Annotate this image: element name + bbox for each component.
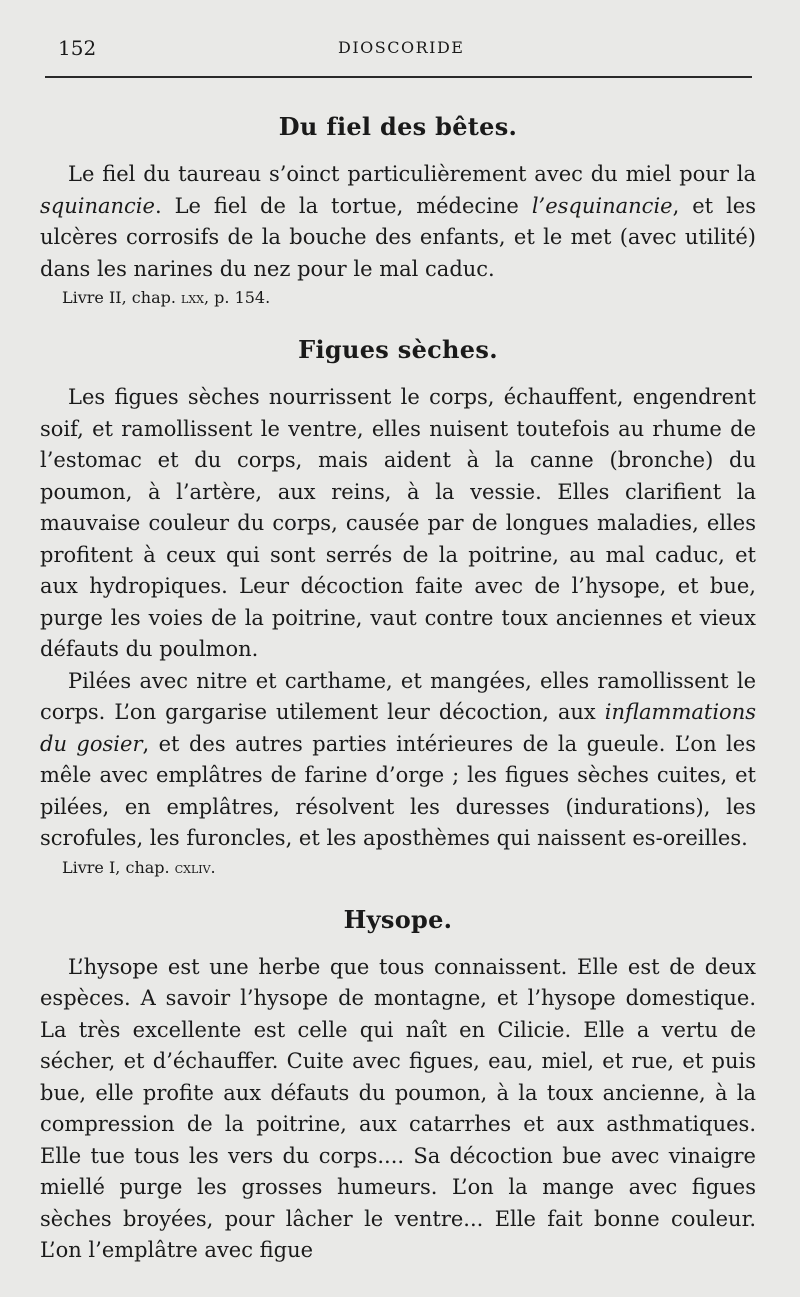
- italic-term: squinancie: [40, 193, 155, 218]
- text-run: Les figues sèches nourrissent le corps, échauffent, engendrent soif, et ramollissent le ventre, elles nuisent toutefois au rhume de l’estomac et du corps, mais aident à la canne (bronche) du poumon, à l’artère, aux reins, à la vessie. Elles clarifient la mauvaise couleur du corps, causée par de longues maladies, elles profitent à ceux qui sont serrés de la poitrine, au mal caduc, et aux hydropiques. Leur décoction faite avec de l’hysope, et bue, purge les voies de la poitrine, vaut contre toux anciennes et vieux défauts du poulmon.: [40, 385, 756, 661]
- paragraph: [40, 382, 756, 666]
- text-run: , et les ulcères corrosifs de la bouche des enfants, et le met (avec utilité) dans les narines du nez pour le mal caduc.: [40, 193, 756, 281]
- section-title: Hysope.: [343, 904, 453, 934]
- source-reference: [62, 858, 756, 877]
- source-reference: [62, 288, 756, 307]
- reference-chapter: lxx: [181, 288, 204, 307]
- section-title: Du fiel des bêtes.: [278, 112, 518, 141]
- text-run: L’hysope est une herbe que tous connaissent. Elle est de deux espèces. A savoir l’hysope de montagne, et l’hysope domestique. La très excellente est celle qui naît en Cilicie. Elle a vertu de sécher, et d’échauffer. Cuite avec figues, eau, miel, et rue, et puis bue, elle profite aux défauts du poumon, à la toux ancienne, à la compression de la poitrine, aux catarrhes et aux asthmatiques. Elle tue tous les vers du corps.... Sa décoction bue avec vinaigre miellé purge les grosses humeurs. L’on la mange avec figues sèches broyées, pour lâcher le ventre... Elle fait bonne couleur. L’on l’emplâtre avec figue: [40, 954, 756, 1262]
- page-body: [40, 112, 756, 1277]
- reference-suffix: .: [210, 857, 216, 877]
- page-number: 152: [58, 36, 97, 60]
- paragraph: [40, 159, 756, 285]
- text-run: . Le fiel de la tortue, médecine: [154, 193, 532, 218]
- reference-suffix: , p. 154.: [203, 288, 271, 307]
- reference-prefix: Livre I, chap.: [62, 857, 175, 877]
- section-title: Figues sèches.: [298, 335, 498, 364]
- text-run: , et des autres parties intérieures de la gueule. L’on les mêle avec emplâtres de farine d’orge ; les figues sèches cuites, et pilées, en emplâtres, résolvent les duresses (indurations), les scrofules, les furoncles, et les aposthèmes qui naissent es-oreilles.: [40, 731, 756, 850]
- paragraph: [40, 952, 756, 1267]
- header-rule: [45, 76, 752, 78]
- paragraph: [40, 666, 756, 855]
- running-title: DIOSCORIDE: [338, 38, 465, 57]
- reference-prefix: Livre II, chap.: [62, 288, 182, 307]
- italic-term: l’esquinancie: [531, 193, 673, 218]
- page-header: [58, 36, 754, 60]
- text-run: Le fiel du taureau s’oinct particulièrement avec du miel pour la: [68, 162, 756, 186]
- reference-chapter: cxliv: [174, 857, 211, 877]
- italic-term: inflammations du gosier: [40, 700, 756, 756]
- text-run: Pilées avec nitre et carthame, et mangées, elles ramollissent le corps. L’on gargarise utilement leur décoction, aux: [40, 668, 756, 724]
